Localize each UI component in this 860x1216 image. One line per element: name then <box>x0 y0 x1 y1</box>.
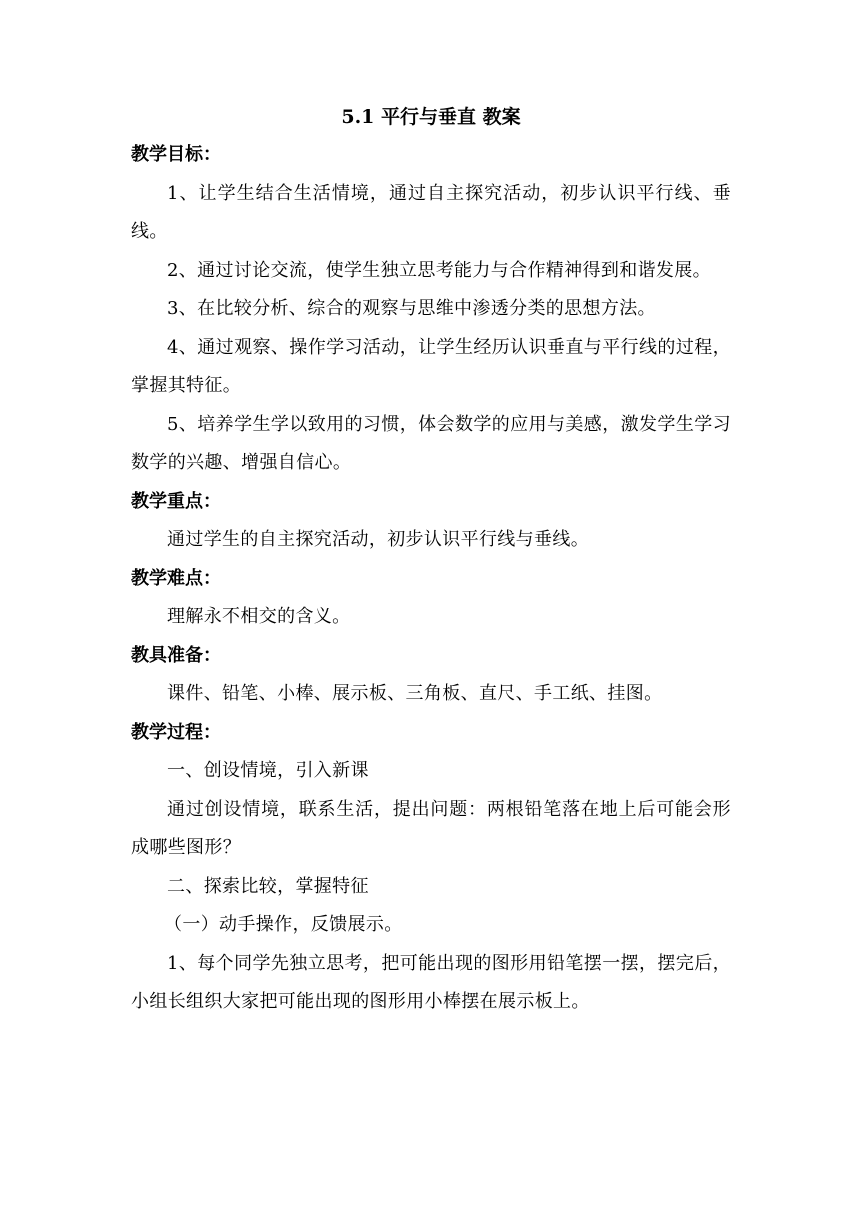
objective-1: 1、让学生结合生活情境，通过自主探究活动，初步认识平行线、垂线。 <box>131 182 731 242</box>
section-heading: 教学重点： <box>131 490 221 512</box>
key-point-text: 通过学生的自主探究活动，初步认识平行线与垂线。 <box>167 529 590 550</box>
section-heading: 教具准备： <box>131 644 221 666</box>
section-heading: 教学过程： <box>131 721 221 743</box>
process-step-2-title: 二、探索比较，掌握特征 <box>167 875 369 897</box>
section-heading: 教学目标： <box>131 144 221 165</box>
section-process <box>131 714 731 1022</box>
section-heading: 教学难点： <box>131 567 221 589</box>
document-title: 5.1 平行与垂直 教案 <box>341 106 521 128</box>
objective-4: 4、通过观察、操作学习活动，让学生经历认识垂直与平行线的过程，掌握其特征。 <box>131 336 731 396</box>
objective-2: 2、通过讨论交流，使学生独立思考能力与合作精神得到和谐发展。 <box>167 259 711 281</box>
process-substep-text: 1、每个同学先独立思考，把可能出现的图形用铅笔摆一摆，摆完后，小组长组织大家把可能出现的图形用小棒摆在展示板上。 <box>131 952 731 1012</box>
materials-text: 课件、铅笔、小棒、展示板、三角板、直尺、手工纸、挂图。 <box>167 683 663 704</box>
objective-5: 5、培养学生学以致用的习惯，体会数学的应用与美感，激发学生学习数学的兴趣、增强自信心。 <box>131 413 731 473</box>
section-difficulties <box>131 560 731 637</box>
section-materials <box>131 637 731 714</box>
section-key-points <box>131 483 731 560</box>
section-objectives <box>131 136 731 483</box>
document-page <box>131 98 731 1022</box>
process-substep-title: （一）动手操作，反馈展示。 <box>164 914 403 935</box>
objective-3: 3、在比较分析、综合的观察与思维中渗透分类的思想方法。 <box>167 298 656 319</box>
process-step-1-title: 一、创设情境，引入新课 <box>167 760 369 781</box>
difficulty-text: 理解永不相交的含义。 <box>167 606 351 627</box>
process-step-1-text: 通过创设情境，联系生活，提出问题：两根铅笔落在地上后可能会形成哪些图形？ <box>131 798 731 858</box>
